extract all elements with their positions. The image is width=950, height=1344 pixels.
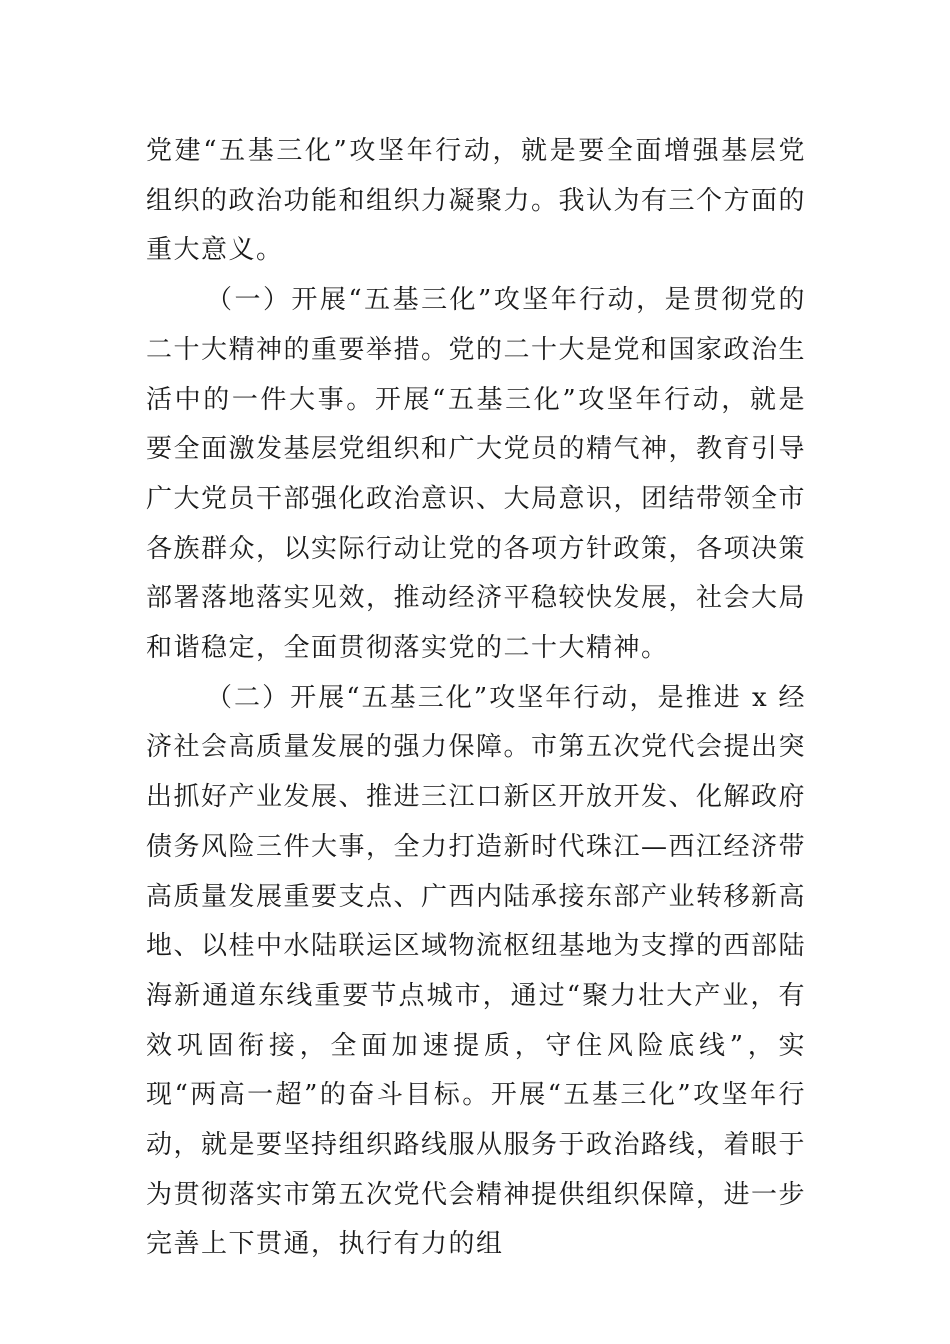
paragraph-point-one: （一）开展“五基三化”攻坚年行动，是贯彻党的二十大精神的重要举措。党的二十大是党和国家政治生活中的一件大事。开展“五基三化”攻坚年行动，就是要全面激发基层党组织和广大党员的精气神，教育引导广大党员干部强化政治意识、大局意识，团结带领全市各族群众，以实际行动让党的各项方针政策，各项决策部署落地落实见效，推动经济平稳较快发展，社会大局和谐稳定，全面贯彻落实党的二十大精神。: [146, 285, 807, 664]
document-body: [146, 127, 806, 1270]
paragraph-intro: 党建“五基三化”攻坚年行动，就是要全面增强基层党组织的政治功能和组织力凝聚力。我认为有三个方面的重大意义。: [146, 136, 807, 266]
paragraph-point-two: （二）开展“五基三化”攻坚年行动，是推进 x 经济社会高质量发展的强力保障。市第五次党代会提出突出抓好产业发展、推进三江口新区开放开发、化解政府债务风险三件大事，全力打造新时代珠江—西江经济带高质量发展重要支点、广西内陆承接东部产业转移新高地、以桂中水陆联运区域物流枢纽基地为支撑的西部陆海新通道东线重要节点城市，通过“聚力壮大产业，有效巩固衔接，全面加速提质，守住风险底线”，实现“两高一超”的奋斗目标。开展“五基三化”攻坚年行动，就是要坚持组织路线服从服务于政治路线，着眼于为贯彻落实市第五次党代会精神提供组织保障，进一步完善上下贯通，执行有力的组: [146, 682, 807, 1260]
